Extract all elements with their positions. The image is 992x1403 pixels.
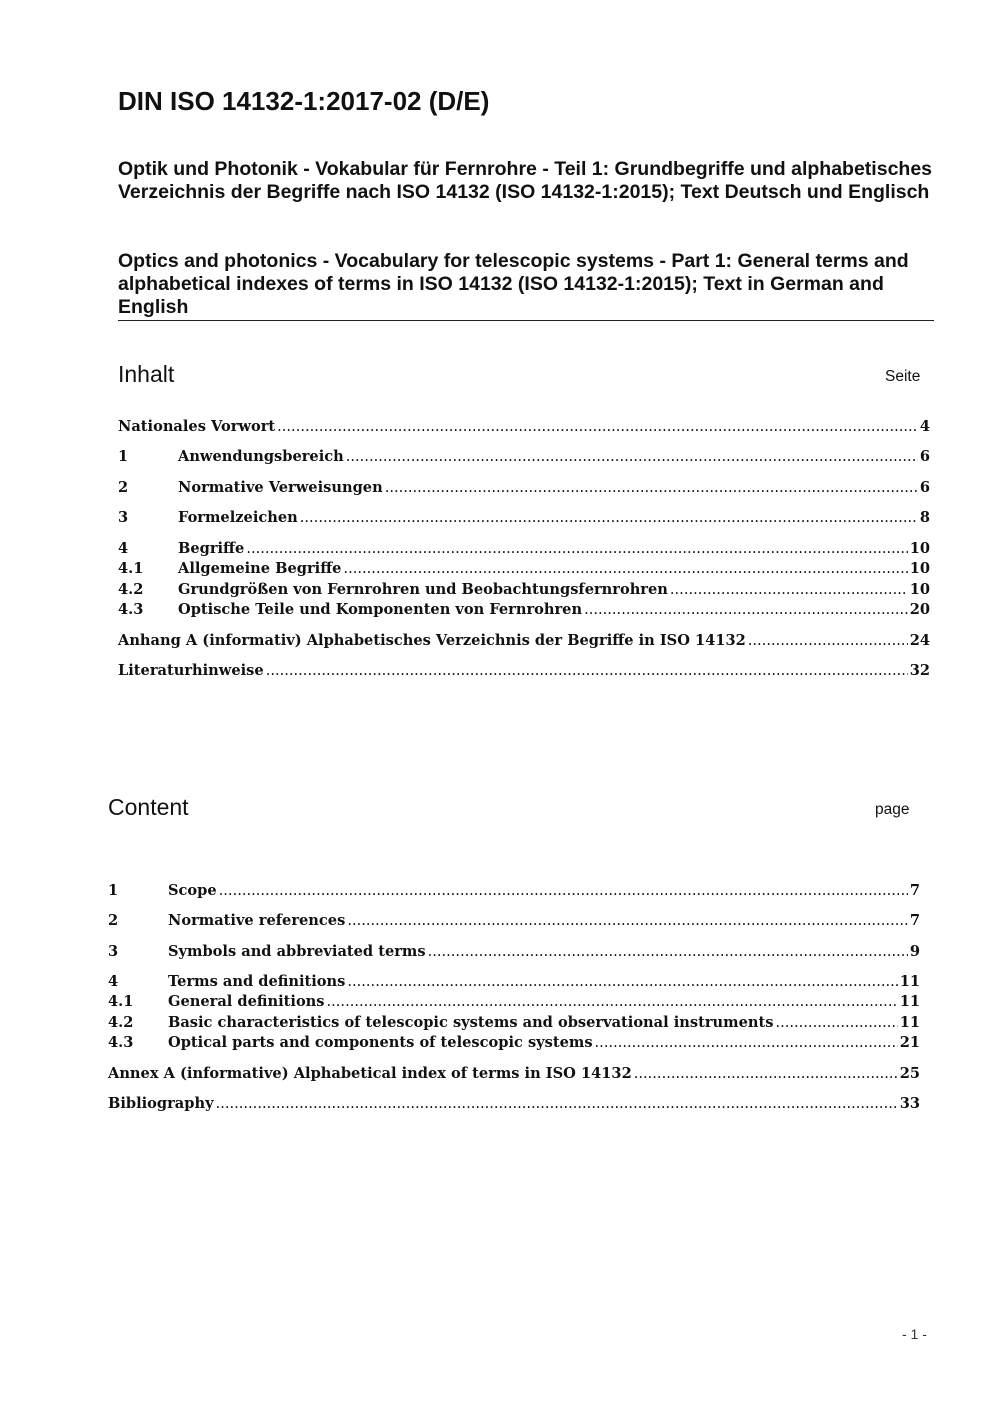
- toc-leader: [775, 1013, 897, 1033]
- toc-leader: [216, 1094, 898, 1114]
- toc-leader: [748, 631, 908, 651]
- toc-entry-title: Nationales Vorwort: [118, 418, 276, 435]
- toc-entry-page: 6: [919, 448, 930, 465]
- toc-entry-page: 8: [919, 509, 930, 526]
- toc-leader: [346, 447, 918, 467]
- toc-entry-title: Normative Verweisungen: [178, 479, 383, 496]
- toc-entry-title: Basic characteristics of telescopic systems and observational instruments: [168, 1014, 774, 1031]
- toc-en-entry-4-1[interactable]: [108, 992, 920, 1012]
- toc-en-page-label: page: [875, 801, 910, 818]
- toc-entry-number: 4: [118, 540, 129, 557]
- toc-entry-page: 7: [909, 882, 920, 899]
- toc-leader: [327, 992, 898, 1012]
- toc-leader: [266, 661, 908, 681]
- toc-de-entry-bibliography[interactable]: [118, 661, 930, 681]
- toc-entry-title: Optical parts and components of telescopic systems: [168, 1034, 593, 1051]
- toc-entry-number: 4.3: [118, 601, 144, 618]
- toc-de-entry-4[interactable]: [118, 539, 930, 559]
- toc-leader: [428, 942, 908, 962]
- toc-en-entry-3[interactable]: [108, 942, 920, 962]
- toc-entry-number: 4.3: [108, 1034, 134, 1051]
- subtitle-german: Optik und Photonik - Vokabular für Fernrohre - Teil 1: Grundbegriffe und alphabetisches Verzeichnis der Begriffe nach ISO 14132 (ISO 14132-1:2015); Text Deutsch und Englisch: [118, 158, 933, 203]
- toc-entry-page: 10: [909, 540, 930, 557]
- toc-en-entry-annex-a[interactable]: [108, 1064, 920, 1084]
- toc-leader: [277, 417, 918, 437]
- toc-entry-title: General definitions: [168, 993, 325, 1010]
- toc-entry-page: 9: [909, 943, 920, 960]
- toc-entry-title: Allgemeine Begriffe: [178, 560, 342, 577]
- toc-leader: [246, 539, 907, 559]
- toc-entry-number: 3: [108, 943, 119, 960]
- document-title: DIN ISO 14132-1:2017-02 (D/E): [118, 86, 490, 116]
- toc-en-entry-2[interactable]: [108, 911, 920, 931]
- toc-de: [118, 417, 930, 697]
- toc-entry-page: 6: [919, 479, 930, 496]
- toc-leader: [347, 911, 908, 931]
- toc-entry-page: 32: [909, 662, 930, 679]
- toc-leader: [595, 1033, 898, 1053]
- toc-entry-number: 1: [108, 882, 119, 899]
- toc-entry-page: 33: [899, 1095, 920, 1112]
- toc-entry-page: 11: [899, 1014, 920, 1031]
- title-divider: [118, 320, 934, 321]
- toc-de-entry-1[interactable]: [118, 447, 930, 467]
- toc-de-entry-4-1[interactable]: [118, 559, 930, 579]
- toc-leader: [385, 478, 918, 498]
- toc-entry-page: 11: [899, 973, 920, 990]
- toc-entry-page: 25: [899, 1065, 920, 1082]
- toc-entry-title: Literaturhinweise: [118, 662, 264, 679]
- toc-de-page-label: Seite: [885, 368, 921, 385]
- toc-entry-page: 10: [909, 581, 930, 598]
- toc-en: [108, 881, 920, 1121]
- toc-entry-page: 21: [899, 1034, 920, 1051]
- footer-page-number: - 1 -: [902, 1326, 927, 1342]
- toc-en-entry-bibliography[interactable]: [108, 1094, 920, 1114]
- toc-de-entry-3[interactable]: [118, 508, 930, 528]
- toc-entry-title: Optische Teile und Komponenten von Fernrohren: [178, 601, 583, 618]
- toc-entry-number: 4.2: [108, 1014, 134, 1031]
- toc-entry-page: 11: [899, 993, 920, 1010]
- toc-entry-title: Scope: [168, 882, 217, 899]
- toc-entry-title: Begriffe: [178, 540, 245, 557]
- toc-en-entry-4-2[interactable]: [108, 1013, 920, 1033]
- toc-entry-title: Annex A (informative) Alphabetical index of terms in ISO 14132: [108, 1065, 632, 1082]
- toc-entry-page: 10: [909, 560, 930, 577]
- toc-leader: [670, 580, 908, 600]
- toc-de-entry-annex-a[interactable]: [118, 631, 930, 651]
- toc-entry-page: 4: [919, 418, 930, 435]
- toc-entry-number: 2: [108, 912, 119, 929]
- toc-entry-page: 24: [909, 632, 930, 649]
- toc-de-entry-2[interactable]: [118, 478, 930, 498]
- toc-en-heading: Content: [108, 794, 189, 820]
- toc-entry-title: Bibliography: [108, 1095, 214, 1112]
- toc-leader: [347, 972, 897, 992]
- toc-entry-number: 3: [118, 509, 129, 526]
- toc-entry-title: Symbols and abbreviated terms: [168, 943, 426, 960]
- toc-entry-number: 4.2: [118, 581, 144, 598]
- toc-entry-number: 1: [118, 448, 129, 465]
- toc-entry-page: 7: [909, 912, 920, 929]
- toc-entry-number: 4.1: [118, 560, 144, 577]
- toc-entry-title: Terms and definitions: [168, 973, 346, 990]
- toc-leader: [219, 881, 908, 901]
- toc-en-entry-4[interactable]: [108, 972, 920, 992]
- toc-entry-title: Formelzeichen: [178, 509, 298, 526]
- toc-entry-title: Normative references: [168, 912, 346, 929]
- toc-entry-title: Anhang A (informativ) Alphabetisches Verzeichnis der Begriffe in ISO 14132: [118, 632, 746, 649]
- toc-de-entry-4-2[interactable]: [118, 580, 930, 600]
- toc-entry-number: 2: [118, 479, 129, 496]
- toc-leader: [343, 559, 907, 579]
- toc-de-entry-foreword[interactable]: [118, 417, 930, 437]
- toc-en-entry-1[interactable]: [108, 881, 920, 901]
- toc-leader: [584, 600, 908, 620]
- subtitle-english: Optics and photonics - Vocabulary for telescopic systems - Part 1: General terms and alphabetical indexes of terms in ISO 14132 (ISO 14132-1:2015); Text in German and English: [118, 250, 909, 318]
- toc-entry-page: 20: [909, 601, 930, 618]
- toc-de-entry-4-3[interactable]: [118, 600, 930, 620]
- toc-en-entry-4-3[interactable]: [108, 1033, 920, 1053]
- toc-entry-title: Anwendungsbereich: [178, 448, 344, 465]
- toc-entry-number: 4: [108, 973, 119, 990]
- toc-entry-number: 4.1: [108, 993, 134, 1010]
- toc-de-heading: Inhalt: [118, 361, 175, 387]
- toc-leader: [634, 1064, 898, 1084]
- toc-leader: [300, 508, 918, 528]
- toc-entry-title: Grundgrößen von Fernrohren und Beobachtungsfernrohren: [178, 581, 668, 598]
